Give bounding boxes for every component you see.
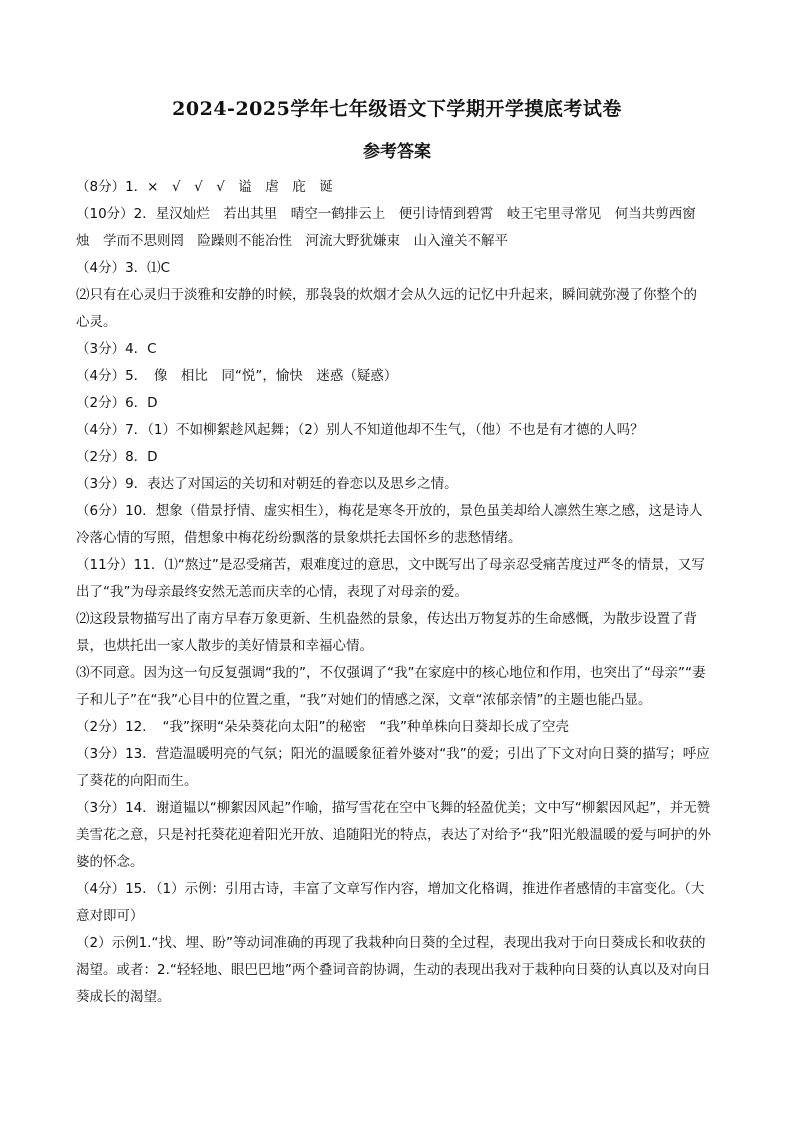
answer-line: 冷落心情的写照，借想象中梅花纷纷飘落的景象烘托去国怀乡的悲愁情绪。 — [76, 530, 522, 546]
answer-line: ⑵这段景物描写出了南方早春万象更新、生机盎然的景象，传达出万物复苏的生命感慨，为散步设置了背 — [76, 611, 697, 627]
answer-line: 烛 学而不思则罔 险躁则不能冶性 河流大野犹嫌束 山入潼关不解平 — [76, 233, 508, 249]
answer-line: 心灵。 — [76, 314, 117, 330]
answer-line: （4分）15．（1）示例：引用古诗，丰富了文章写作内容，增加文化格调，推进作者感情的丰富变化。（大 — [76, 881, 705, 897]
page-title: 2024-2025学年七年级语文下学期开学摸底考试卷 — [172, 98, 622, 120]
answer-line: 意对即可） — [76, 908, 144, 924]
answer-line: （3分）9．表达了对国运的关切和对朝廷的眷恋以及思乡之情。 — [76, 476, 458, 492]
page-subtitle: 参考答案 — [363, 142, 431, 162]
answer-line: （2）示例1.“找、埋、盼”等动词准确的再现了我栽种向日葵的全过程，表现出我对于向日葵成长和收获的 — [76, 935, 706, 951]
answer-line: 子和儿子”在“我”心目中的位置之重，“我”对她们的情感之深，文章“浓郁亲情”的主题也能凸显。 — [76, 692, 652, 708]
answer-line: （10分）2．星汉灿烂 若出其里 晴空一鹤排云上 便引诗情到碧霄 岐王宅里寻常见 何当共剪西窗 — [76, 206, 696, 222]
answer-line: 景，也烘托出一家人散步的美好情景和幸福心情。 — [76, 638, 373, 654]
answer-line: ⑶不同意。因为这一句反复强调“我的”，不仅强调了“我”在家庭中的核心地位和作用，也突出了“母亲”“妻 — [76, 665, 706, 681]
answer-line: 出了“我”为母亲最终安然无恙而庆幸的心情，表现了对母亲的爱。 — [76, 584, 468, 600]
answer-line: 了葵花的向阳而生。 — [76, 773, 198, 789]
answer-line: （8分）1．× √ √ √ 谥 虐 庇 诞 — [76, 179, 333, 195]
answer-list — [76, 174, 726, 1011]
answer-line: （3分）13．营造温暖明亮的气氛；阳光的温暖象征着外婆对“我”的爱；引出了下文对向日葵的描写；呼应 — [76, 746, 710, 762]
answer-line: （3分）4．C — [76, 341, 157, 357]
answer-line: 渴望。或者：2.“轻轻地、眼巴巴地”两个叠词音韵协调，生动的表现出我对于栽种向日葵的认真以及对向日 — [76, 962, 711, 978]
answer-line: （6分）10．想象（借景抒情、虚实相生），梅花是寒冬开放的，景色虽美却给人凛然生寒之感，这是诗人 — [76, 503, 703, 519]
answer-line: （2分）6．D — [76, 395, 158, 411]
answer-line: （4分）7．（1）不如柳絮趁风起舞；（2）别人不知道他却不生气，（他）不也是有才德的人吗？ — [76, 422, 644, 438]
answer-line: 葵成长的渴望。 — [76, 989, 171, 1005]
answer-line: 美雪花之意，只是衬托葵花迎着阳光开放、追随阳光的特点，表达了对给予“我”阳光般温暖的爱与呵护的外 — [76, 827, 711, 843]
answer-line: ⑵只有在心灵归于淡雅和安静的时候，那袅袅的炊烟才会从久远的记忆中升起来，瞬间就弥漫了你整个的 — [76, 287, 697, 303]
answer-line: （2分）8．D — [76, 449, 158, 465]
answer-line: （3分）14．谢道韫以“柳絮因风起”作喻，描写雪花在空中飞舞的轻盈优美；文中写“柳絮因风起”，并无赞 — [76, 800, 711, 816]
answer-line: （4分）3．⑴C — [76, 260, 171, 276]
answer-line: 婆的怀念。 — [76, 854, 144, 870]
answer-line: （2分）12． “我”探明“朵朵葵花向太阳”的秘密 “我”种单株向日葵却长成了空壳 — [76, 719, 569, 735]
answer-line: （11分）11．⑴“熬过”是忍受痛苦，艰难度过的意思，文中既写出了母亲忍受痛苦度过严冬的情景，又写 — [76, 557, 705, 573]
answer-line: （4分）5． 像 相比 同“悦”，愉快 迷惑（疑惑） — [76, 368, 398, 384]
